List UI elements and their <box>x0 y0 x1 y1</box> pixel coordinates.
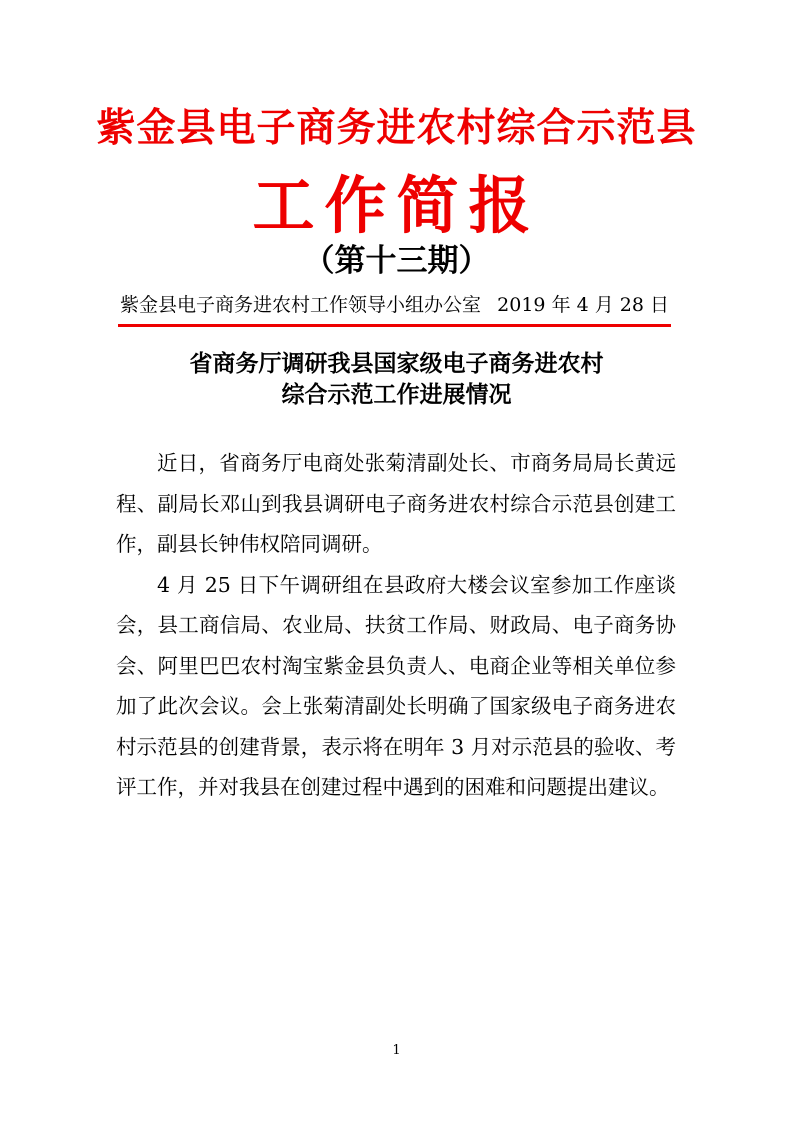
page-number: 1 <box>392 1043 401 1058</box>
masthead-subtitle: 工作简报 <box>252 169 541 242</box>
issue-date: 2019 年 4 月 28 日 <box>497 294 669 316</box>
body-paragraph-1: 近日，省商务厅电商处张菊清副处长、市商务局局长黄远程、副局长邓山到我县调研电子商务进农村综合示范县创建工作，副县长钟伟权陪同调研。 <box>116 451 676 556</box>
article-title-line-1: 省商务厅调研我县国家级电子商务进农村 <box>189 351 604 377</box>
article-title <box>0 349 793 411</box>
masthead-title: 紫金县电子商务进农村综合示范县 <box>96 105 697 151</box>
red-divider-line <box>118 324 671 327</box>
body-paragraph-2: 4 月 25 日下午调研组在县政府大楼会议室参加工作座谈会，县工商信局、农业局、扶贫工作局、财政局、电子商务协会、阿里巴巴农村淘宝紫金县负责人、电商企业等相关单位参加了此次会议。会上张菊清副处长明确了国家级电子商务进农村示范县的创建背景，表示将在明年 3 月对示范县的验收、考评工作，并对我县在创建过程中遇到的困难和问题提出建议。 <box>116 572 676 799</box>
issue-number: （第十三期） <box>303 243 490 279</box>
article-title-line-2: 综合示范工作进展情况 <box>281 382 512 408</box>
issuer-name: 紫金县电子商务进农村工作领导小组办公室 <box>120 294 482 316</box>
article-body <box>116 443 676 808</box>
